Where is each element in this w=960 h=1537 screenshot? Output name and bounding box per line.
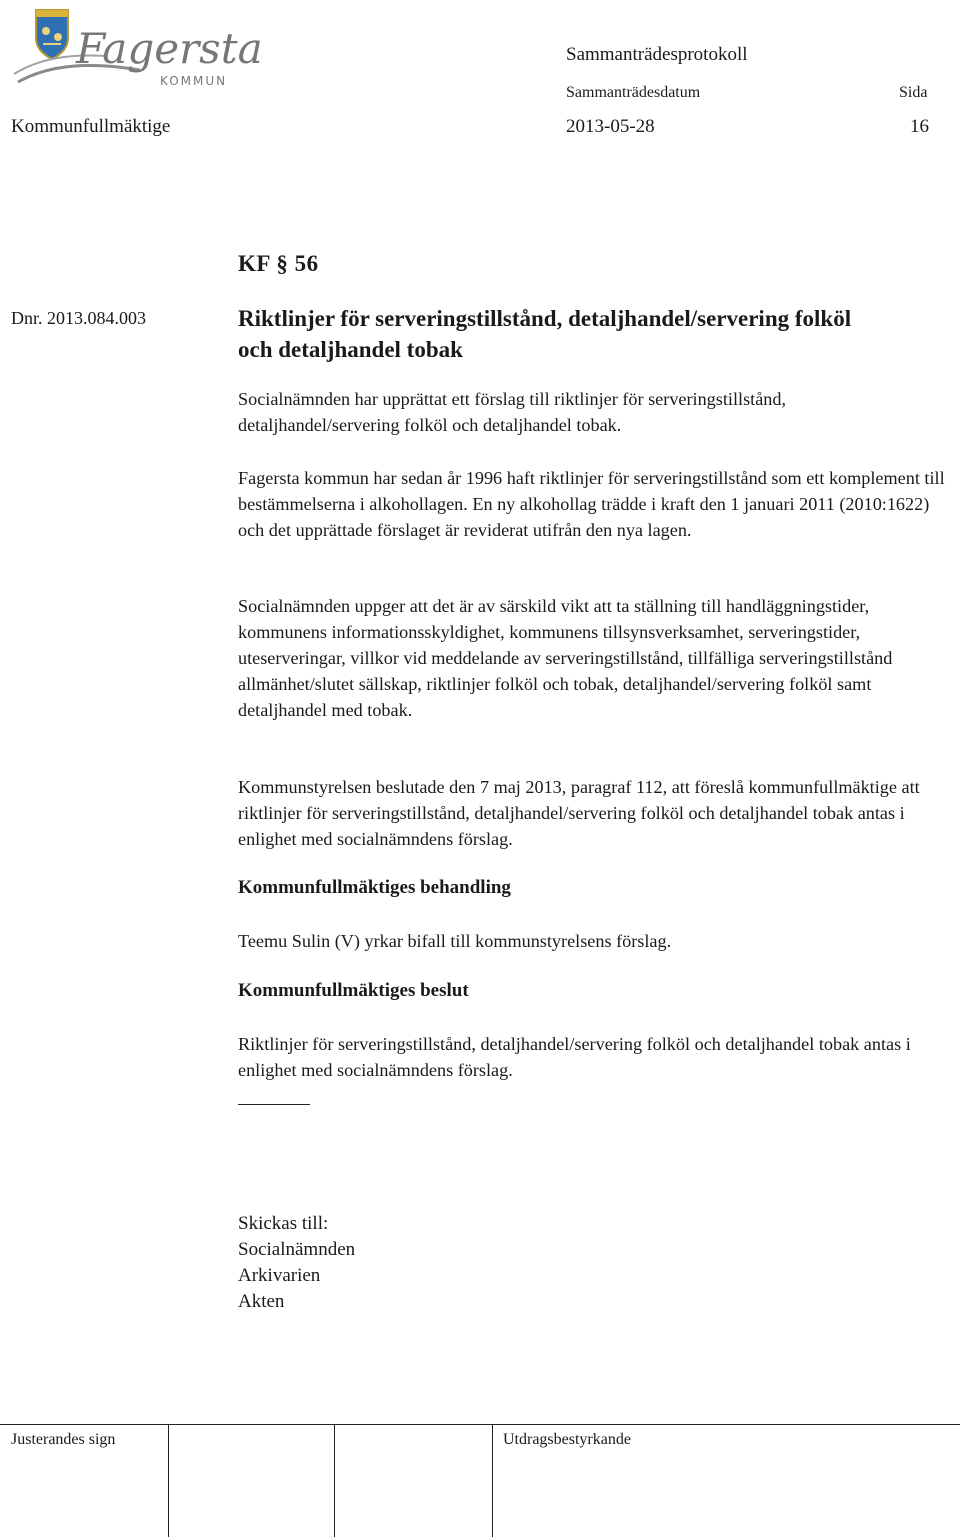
beslut-heading: Kommunfullmäktiges beslut xyxy=(238,980,469,1001)
page-label: Sida xyxy=(899,84,928,101)
case-title: Riktlinjer för serveringstillstånd, detaljhandel/servering folköl och detaljhandel tobak xyxy=(238,306,852,362)
separator-line xyxy=(238,1104,310,1105)
extract-label: Utdragsbestyrkande xyxy=(503,1431,631,1448)
date-label: Sammanträdesdatum xyxy=(566,84,701,101)
paragraph-3: Socialnämnden uppger att det är av särskild vikt att ta ställning till handläggningstider, kommunens informationsskyldighet, kommunens tillsynsverksamhet, serveringstider, uteserveringar, villkor vid meddelande av serveringstillstånd, tillfälliga serveringstillstånd allmänhet/slutet sällskap, riktlinjer folköl och tobak, detaljhandel/servering folköl samt detaljhandel med tobak. xyxy=(238,596,893,720)
sign-cell xyxy=(0,1425,169,1537)
beslut-text: Riktlinjer för serveringstillstånd, detaljhandel/servering folköl och detaljhandel tobak antas i enlighet med socialnämndens förslag. xyxy=(238,1034,911,1080)
sign-label: Justerandes sign xyxy=(11,1431,116,1448)
paragraph-4: Kommunstyrelsen beslutade den 7 maj 2013, paragraf 112, att föreslå kommunfullmäktige att riktlinjer för serveringstillstånd, detaljhandel/servering folköl och detaljhandel tobak antas i enlighet med socialnämndens förslag. xyxy=(238,777,920,849)
body-name: Kommunfullmäktige xyxy=(11,116,171,137)
paragraph-1: Socialnämnden har upprättat ett förslag till riktlinjer för serveringstillstånd, detaljhandel/servering folköl och detaljhandel tobak. xyxy=(238,389,787,435)
signature-footer xyxy=(0,1424,960,1537)
logo-sub: KOMMUN xyxy=(160,74,228,88)
recipients xyxy=(238,1211,355,1315)
recipient-item: Socialnämnden xyxy=(238,1239,356,1260)
sign-cell-empty xyxy=(168,1425,335,1537)
extract-cell xyxy=(492,1425,959,1537)
doc-type: Sammanträdesprotokoll xyxy=(566,44,748,65)
paragraph-2: Fagersta kommun har sedan år 1996 haft riktlinjer för serveringstillstånd som ett komplement till bestämmelserna i alkohollagen. En ny alkohollag trädde i kraft den 1 januari 2011 (2010:1622) och det upprättade förslaget är reviderat utifrån den nya lagen. xyxy=(238,468,945,540)
behandling-text: Teemu Sulin (V) yrkar bifall till kommunstyrelsens förslag. xyxy=(238,931,672,951)
recipients-label: Skickas till: xyxy=(238,1213,329,1234)
sign-cell-empty xyxy=(334,1425,493,1537)
page-number: 16 xyxy=(910,116,929,137)
recipient-item: Akten xyxy=(238,1291,285,1312)
behandling-heading: Kommunfullmäktiges behandling xyxy=(238,877,511,898)
recipient-item: Arkivarien xyxy=(238,1265,321,1286)
fagersta-logo xyxy=(10,4,263,94)
meeting-date: 2013-05-28 xyxy=(566,116,655,137)
kf-paragraph: KF § 56 xyxy=(238,251,319,276)
logo-name: Fagersta xyxy=(76,24,263,73)
dnr: Dnr. 2013.084.003 xyxy=(11,308,146,328)
